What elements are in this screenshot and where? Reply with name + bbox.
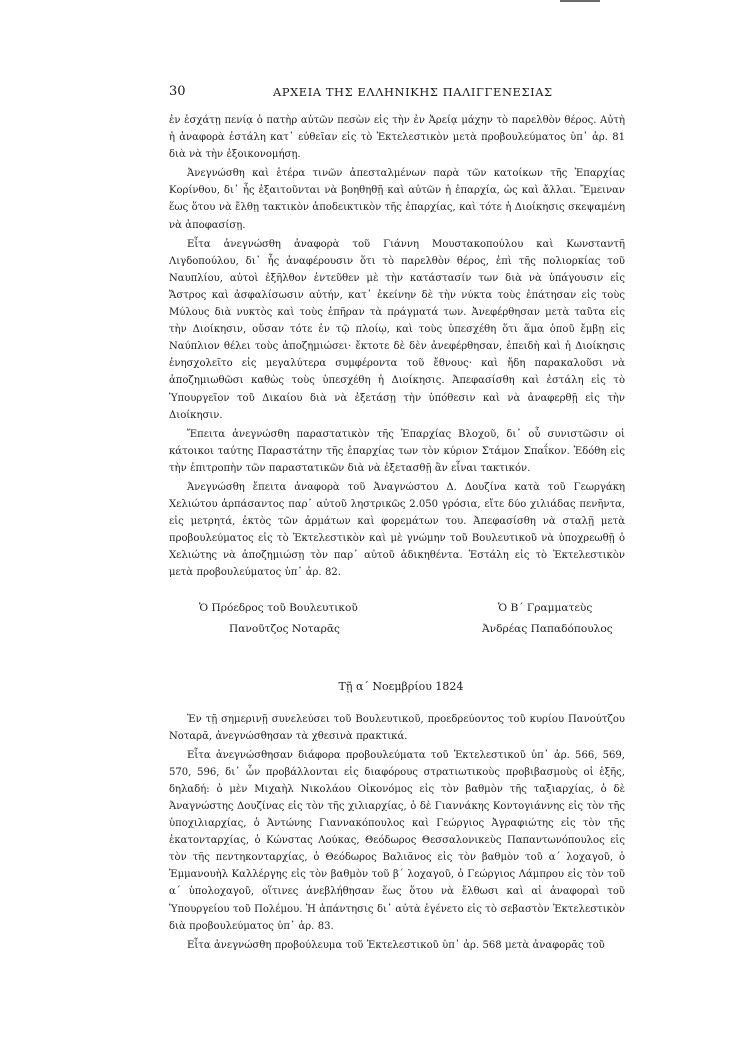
paragraph-continuation: ἐν ἐσχάτῃ πενίᾳ ὁ πατὴρ αὐτῶν πεσὼν εἰς τὴν ἐν Ἀρείᾳ μάχην τὸ παρελθὸν θέρος. Αὐτὴ ἡ ἀναφορὰ ἐστάλη κατ᾽ εὐθεῖαν εἰς τὸ Ἐκτελεστικὸν μετὰ προβουλεύματος ὑπ᾽ ἀρ. 81 διὰ νὰ τὴν ἐξοικονομήσῃ. xyxy=(169,115,625,161)
signature-president-title: Ὁ Πρόεδρος τοῦ Βουλευτικοῦ xyxy=(199,601,358,614)
scan-edge-mark xyxy=(560,0,600,2)
date-heading: Τῇ α΄ Νοεμβρίου 1824 xyxy=(338,679,464,693)
signature-secretary-name: Ἀνδρέας Παπαδόπουλος xyxy=(482,622,613,635)
running-head xyxy=(169,84,625,106)
paragraph-corinth: Ἀνεγνώσθη καὶ ἑτέρα τινῶν ἀπεσταλμένων παρὰ τῶν κατοίκων τῆς Ἐπαρχίας Κορίνθου, δι᾽ ἧς ἐξαιτοῦνται νὰ βοηθηθῇ καὶ αὐτῶν ἡ ἐπαρχία, ὡς καὶ ἄλλαι. Ἔμειναν ἕως ὅτου νὰ ἔλθῃ τακτικὸν ἀποδεικτικὸν τῆς ἐπαρχίας, καὶ τότε ἡ Διοίκησις σκεψαμένη νὰ ἀποφασίσῃ. xyxy=(169,168,625,231)
paragraph-vlochos: Ἔπειτα ἀνεγνώσθη παραστατικὸν τῆς Ἐπαρχίας Βλοχοῦ, δι᾽ οὗ συνιστῶσιν οἱ κάτοικοι ταύτης Παραστάτην τῆς ἐπαρχίας των τὸν κύριον Στάμον Σπαΐκον. Ἐδόθη εἰς τὴν ἐπιτροπὴν τῶν παραστατικῶν διὰ νὰ ἐξετασθῇ ἂν εἶναι τακτικόν. xyxy=(169,428,625,474)
signature-president-name: Πανοῦτζος Νοταρᾶς xyxy=(229,622,340,635)
paragraph-session-opening: Ἐν τῇ σημερινῇ συνελεύσει τοῦ Βουλευτικοῦ, προεδρεύοντος τοῦ κυρίου Πανούτζου Νοταρᾶ, ἀνεγνώσθησαν τὰ χθεσινὰ πρακτικά. xyxy=(169,713,625,742)
page-number: 30 xyxy=(169,84,186,99)
paragraph-proboulevma-568: Εἶτα ἀνεγνώσθη προβούλευμα τοῦ Ἐκτελεστικοῦ ὑπ᾽ ἀρ. 568 μετὰ ἀναφορᾶς τοῦ xyxy=(187,939,605,951)
document-page xyxy=(169,84,625,954)
journal-title: ΑΡΧΕΙΑ ΤΗΣ ΕΛΛΗΝΙΚΗΣ ΠΑΛΙΓΓΕΝΕΣΙΑΣ xyxy=(273,85,553,99)
signature-secretary-title: Ὁ Β΄ Γραμματεὺς xyxy=(498,601,593,614)
signature-block xyxy=(169,602,625,652)
paragraph-moustakopoulos: Εἶτα ἀνεγνώσθη ἀναφορὰ τοῦ Γιάννη Μουστακοπούλου καὶ Κωνσταντῆ Λιγδοπούλου, δι᾽ ἧς ἀναφέρουσιν ὅτι τὸ παρελθὸν θέρος, ἐπὶ τῆς πολιορκίας τοῦ Ναυπλίου, αὐτοὶ ἐξῆλθον ἐντεῦθεν μὲ τὴν κατάστασίν των διὰ νὰ ὑπάγουσιν εἰς Ἄστρος καὶ ἀσφαλίσωσιν αὐτήν, κατ᾽ ἐκείνην δὲ τὴν νύκτα τοὺς ἐπάτησαν εἰς τοὺς Μύλους διὰ νυκτὸς καὶ τοὺς ἐπῆραν τὰ πράγματά των. Ἀνεφέρθησαν μετὰ ταῦτα εἰς τὴν Διοίκησιν, οὔσαν τότε ἐν τῷ πλοίῳ, καὶ τοὺς ὑπεσχέθη ὅτι ἅμα ὁποῦ ἔμβῃ εἰς Ναύπλιον θέλει τοὺς ἀποζημιώσει· ἔκτοτε δὲ δὲν ἀνεφέρθησαν, ἐπειδὴ καὶ ἡ Διοίκησις ἐνησχολεῖτο εἰς μεγαλύτερα συμφέροντα τοῦ ἔθνους· καὶ ἤδη παρακαλοῦσι νὰ ἀποζημιωθῶσι καθὼς τοὺς ὑπεσχέθη ἡ Διοίκησις. Ἀπεφασίσθη καὶ ἐστάλη εἰς τὸ Ὑπουργεῖον τοῦ Δικαίου διὰ νὰ ἐξετάσῃ τὴν ὑπόθεσιν καὶ νὰ ἀναφερθῇ εἰς τὴν Διοίκησιν. xyxy=(169,238,625,421)
paragraph-promotions: Εἶτα ἀνεγνώσθησαν διάφορα προβουλεύματα τοῦ Ἐκτελεστικοῦ ὑπ᾽ ἀρ. 566, 569, 570, 596, δι᾽ ὧν προβάλλονται εἰς διαφόρους στρατιωτικοὺς προβιβασμοὺς οἱ ἑξῆς, δηλαδή: ὁ μὲν Μιχαὴλ Νικολάου Οἰκονόμος εἰς τὸν βαθμὸν τῆς ταξιαρχίας, ὁ δὲ Ἀναγνώστης Δουζίνας εἰς τὸν τῆς χιλιαρχίας, ὁ δὲ Γιαννάκης Κοντογιάννης εἰς τὸν τῆς ὑποχιλιαρχίας, ὁ Ἀντώνης Γιαννακόπουλος καὶ Γεώργιος Ἀγραφιώτης εἰς τὸν τῆς ἑκατονταρχίας, ὁ Κώνστας Λούκας, Θεόδωρος Θεσσαλονικεὺς Παπαντωνόπουλος εἰς τὸν τῆς πεντηκονταρχίας, ὁ Θεόδωρος Βαλιᾶνος εἰς τὸν βαθμὸν τοῦ α΄ λοχαγοῦ, ὁ Ἐμμανουὴλ Καλλέργης εἰς τὸν βαθμὸν τοῦ β΄ λοχαγοῦ, ὁ Γεώργιος Λάμπρου εἰς τὸν τοῦ α΄ ὑπολοχαγοῦ, οἵτινες ἀνεβλήθησαν ἕως ὅτου νὰ ἔλθωσι καὶ αἱ ἀναφοραὶ τοῦ Ὑπουργείου τοῦ Πολέμου. Ἡ ἀπάντησις δι᾽ αὐτὰ ἐγένετο εἰς τὸ σεβαστὸν Ἐκτελεστικὸν διὰ προβουλεύματος ὑπ᾽ ἀρ. 83. xyxy=(169,749,625,932)
paragraph-douzinas: Ἀνεγνώσθη ἔπειτα ἀναφορὰ τοῦ Ἀναγνώστου Δ. Δουζίνα κατὰ τοῦ Γεωργάκη Χελιώτου ἁρπάσαντος παρ᾽ αὐτοῦ ληστρικῶς 2.050 γρόσια, εἴτε δύο χιλιάδας πενῆντα, εἰς μετρητά, ἐκτὸς τῶν ἀρμάτων καὶ φορεμάτων του. Ἀπεφασίσθη νὰ σταλῇ μετὰ προβουλεύματος εἰς τὸ Ἐκτελεστικὸν καὶ μὲ γνώμην τοῦ Βουλευτικοῦ νὰ ὑποχρεωθῇ ὁ Χελιώτης νὰ ἀποζημιώσῃ τὸν παρ᾽ αὐτοῦ ἀδικηθέντα. Ἐστάλη εἰς τὸ Ἐκτελεστικὸν μετὰ προβουλεύματος ὑπ᾽ ἀρ. 82. xyxy=(169,481,625,579)
